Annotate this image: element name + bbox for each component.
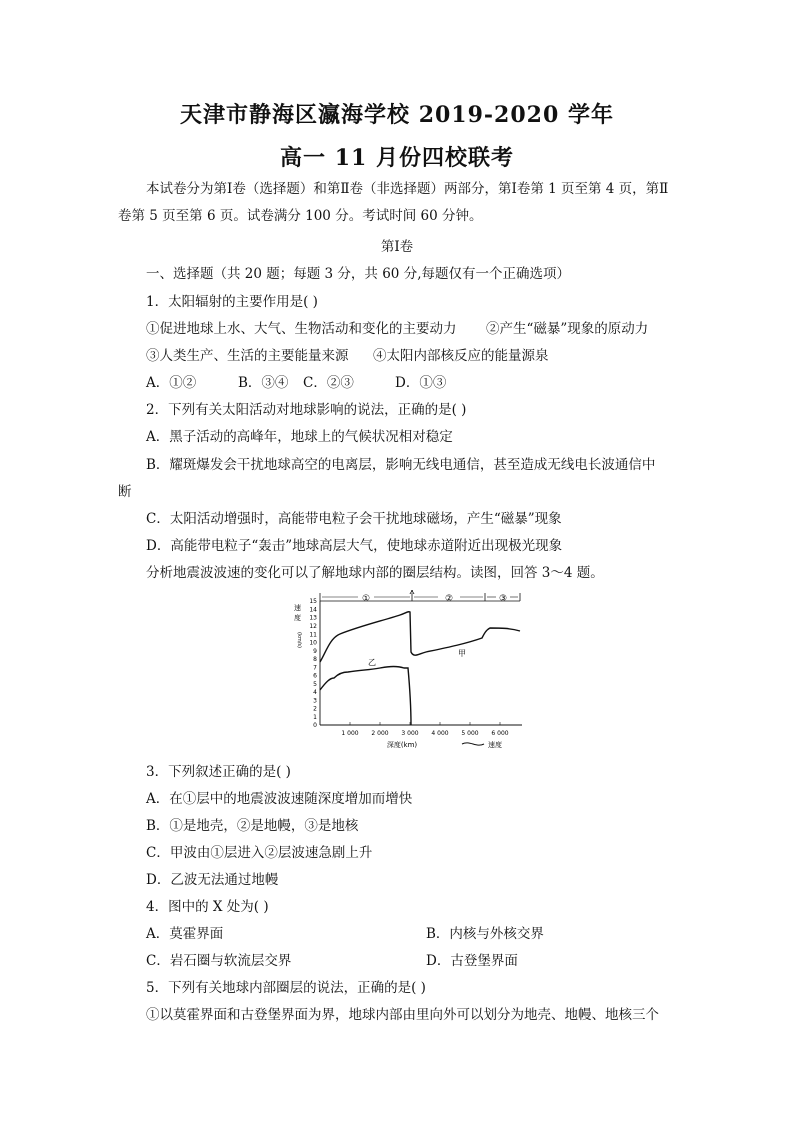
exam-title-line1: 天津市静海区瀛海学校 2019-2020 学年 (180, 102, 614, 128)
y-tick-label: 14 (309, 606, 317, 614)
wave-yi-label: 乙 (368, 658, 376, 667)
q1-option-b: B．③④ (238, 375, 289, 391)
y-axis-title-1: 速 (294, 604, 301, 612)
x-tick-label: 1 000 (341, 730, 359, 737)
legend-wave-symbol (462, 743, 484, 745)
y-tick-label: 8 (313, 656, 317, 664)
seismic-wave-figure (290, 590, 530, 750)
section-instructions: 一、选择题（共 20 题；每题 3 分，共 60 分,每题仅有一个正确选项） (146, 266, 570, 282)
q1-stem: 1．太阳辐射的主要作用是( ) (146, 294, 318, 310)
x-axis-ticks (341, 722, 508, 737)
q3-option-c: C．甲波由①层进入②层波速急剧上升 (146, 845, 373, 861)
y-axis-title-2: 度 (294, 614, 301, 622)
x-tick-label: 6 000 (491, 730, 509, 737)
q2-stem: 2．下列有关太阳活动对地球影响的说法，正确的是( ) (146, 402, 467, 418)
wave-jia-label: 甲 (458, 649, 466, 658)
q2-option-b-line2: 断 (118, 484, 132, 500)
y-tick-label: 10 (309, 639, 317, 647)
x-axis-title: 深度(km) (386, 741, 418, 749)
q1-statement-3: ③人类生产、生活的主要能量来源 (146, 348, 349, 364)
y-tick-label: 9 (313, 647, 317, 655)
q1-statement-4: ④太阳内部核反应的能量源泉 (373, 348, 549, 364)
y-axis-ticks (309, 598, 317, 729)
legend-label: 速度 (488, 741, 502, 749)
y-tick-label: 15 (309, 598, 317, 606)
x-tick-label: 5 000 (461, 730, 479, 737)
y-tick-label: 12 (309, 623, 317, 630)
q1-statement-2: ②产生“磁暴”现象的原动力 (486, 321, 649, 337)
q1-option-d: D．①③ (395, 375, 447, 391)
q2-option-c: C．太阳活动增强时，高能带电粒子会干扰地球磁场，产生“磁暴”现象 (146, 511, 562, 527)
q3-option-b: B．①是地壳，②是地幔，③是地核 (146, 818, 359, 834)
q2-option-d: D．高能带电粒子“轰击”地球高层大气，使地球赤道附近出现极光现象 (146, 538, 563, 554)
q1-option-c: C．②③ (303, 375, 354, 391)
layer-x-label: X (409, 590, 415, 596)
q4-option-a: A．莫霍界面 (146, 926, 224, 942)
y-tick-label: 7 (313, 664, 317, 672)
q1-option-a: A．①② (146, 375, 197, 391)
q3-option-d: D．乙波无法通过地幔 (146, 872, 279, 888)
q3-option-a: A．在①层中的地震波波速随深度增加而增快 (146, 791, 413, 807)
section-label: 第Ⅰ卷 (380, 239, 414, 255)
exam-intro: 本试卷分为第Ⅰ卷（选择题）和第Ⅱ卷（非选择题）两部分，第Ⅰ卷第 1 页至第 4 页，第Ⅱ卷第 5 页至第 6 页。试卷满分 100 分。考试时间 60 分钟。 (118, 181, 669, 224)
q2-option-b-line1: B．耀斑爆发会干扰地球高空的电离层，影响无线电通信，甚至造成无线电长波通信中 (146, 457, 656, 473)
y-tick-label: 3 (313, 697, 317, 705)
q5-statement-1: ①以莫霍界面和古登堡界面为界，地球内部由里向外可以划分为地壳、地幔、地核三个 (146, 1007, 659, 1023)
wave-yi-curve (320, 667, 411, 726)
layer-2-label: ② (444, 594, 454, 604)
y-tick-label: 13 (309, 614, 317, 622)
y-tick-label: 4 (313, 689, 317, 697)
q4-stem: 4．图中的 X 处为( ) (146, 899, 269, 915)
q2-option-a: A．黑子活动的高峰年，地球上的气候状况相对稳定 (146, 429, 453, 445)
x-tick-label: 3 000 (401, 730, 419, 737)
y-tick-label: 6 (313, 672, 317, 680)
wave-jia-curve (320, 612, 520, 662)
q4-option-d: D．古登堡界面 (426, 953, 518, 969)
q5-stem: 5．下列有关地球内部圈层的说法，正确的是( ) (146, 980, 426, 996)
y-axis-unit: (km/s) (296, 632, 302, 648)
y-tick-label: 1 (313, 713, 317, 721)
seismic-wave-chart (290, 590, 530, 750)
passage-intro: 分析地震波波速的变化可以了解地球内部的圈层结构。读图，回答 3～4 题。 (146, 565, 604, 581)
q1-statement-1: ①促进地球上水、大气、生物活动和变化的主要动力 (146, 321, 457, 337)
x-tick-label: 2 000 (371, 730, 389, 737)
layer-1-label: ① (361, 594, 371, 604)
y-tick-label: 5 (313, 680, 317, 688)
y-tick-label: 0 (313, 722, 317, 730)
layer-3-label: ③ (498, 594, 508, 604)
exam-title-line2: 高一 11 月份四校联考 (280, 145, 514, 171)
q4-option-c: C．岩石圈与软流层交界 (146, 953, 292, 969)
q4-option-b: B．内核与外核交界 (426, 926, 544, 942)
q3-stem: 3．下列叙述正确的是( ) (146, 764, 291, 780)
x-tick-label: 4 000 (431, 730, 449, 737)
y-tick-label: 2 (313, 705, 317, 713)
y-tick-label: 11 (309, 631, 317, 639)
